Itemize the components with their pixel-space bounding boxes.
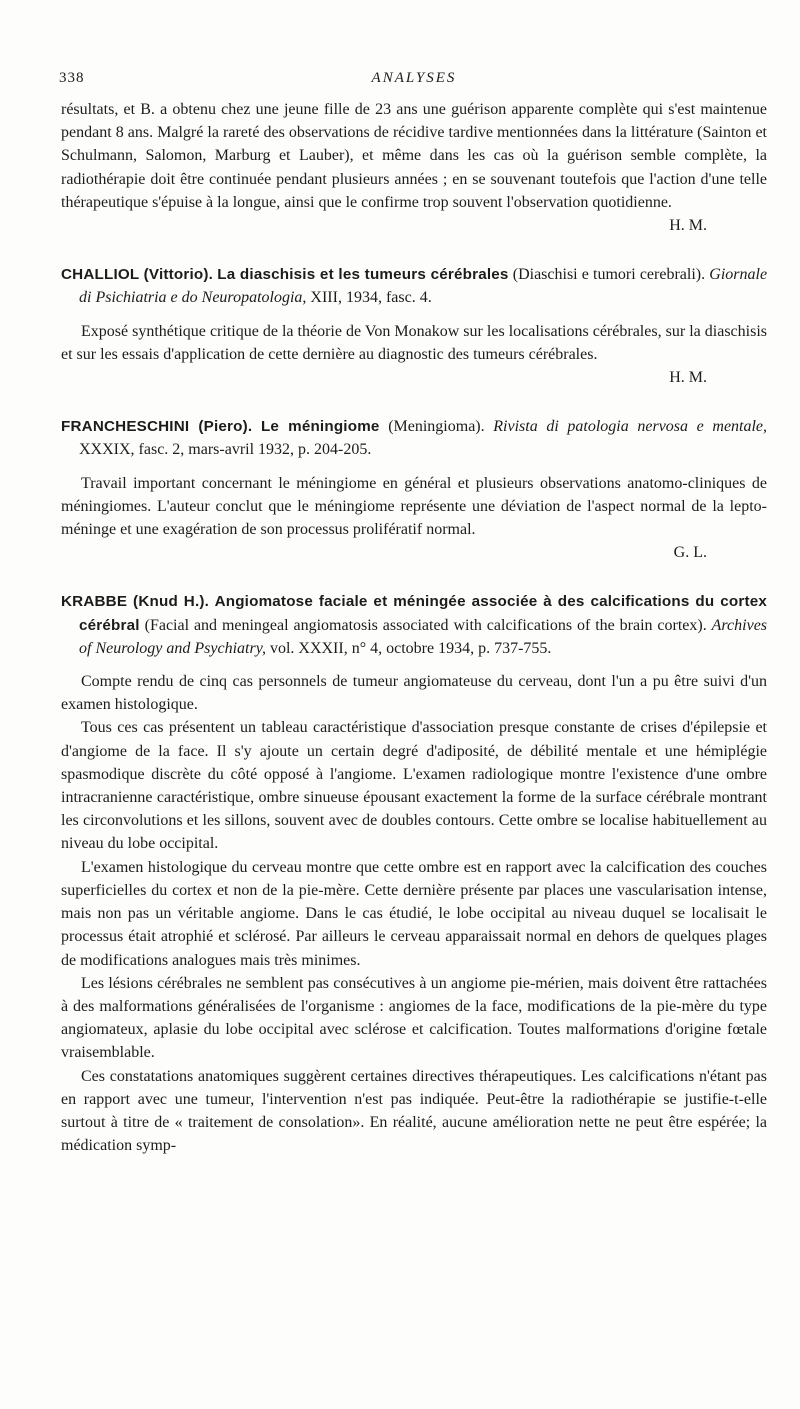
article-title: Angiomatose faciale et méningée associée à des calcifications du cortex cérébral	[79, 593, 768, 634]
intro-block	[61, 98, 767, 237]
original-title: (Facial and meningeal angiomatosis associated with calcifications of the brain cortex).	[144, 616, 707, 634]
original-title: (Meningioma).	[388, 418, 485, 436]
journal: Rivista di patologia nervosa e mentale,	[493, 418, 768, 436]
summary-paragraph: L'examen histologique du cerveau montre que cette ombre est en rapport avec la calcification des couches superficielles du cortex et non de la pie-mère. Cette dernière présente par places une vascularisation intense, mais non pas un véritable angiome. Dans le cas étudié, le lobe occipital au niveau duquel se localisait le processus était atrophié et sclérosé. Par ailleurs le cerveau apparaissait normal en dehors de quelques plages de modifications analogues mais très minimes.	[61, 858, 767, 969]
running-head	[61, 70, 767, 92]
citation: XXXIX, fasc. 2, mars-avril 1932, p. 204-205.	[79, 441, 372, 459]
summary-paragraph: Exposé synthétique critique de la théorie de Von Monakow sur les localisations cérébrales, sur la diaschisis et sur les essais d'application de cette dernière au diagnostic des tumeurs cérébrales.	[61, 322, 767, 363]
author: KRABBE (Knud H.).	[61, 593, 210, 611]
summary-paragraph: Compte rendu de cinq cas personnels de tumeur angiomateuse du cerveau, dont l'un a pu être suivi d'un examen histologique.	[61, 673, 767, 714]
intro-paragraph: résultats, et B. a obtenu chez une jeune fille de 23 ans une guérison apparente complète qui s'est maintenue pendant 8 ans. Malgré la rareté des observations de récidive tardive mentionnées dans la littérature (Sainton et Schulmann, Salomon, Marburg et Lauber), et même dans les cas où la guérison semble complète, la radiothérapie doit être continuée pendant plusieurs années ; en se souvenant toutefois que l'action d'une telle thérapeutique s'épuise à la longue, ainsi que le confirme trop souvent l'observation quotidienne.	[61, 101, 767, 211]
review-entry-krabbe	[61, 590, 767, 1157]
page-number: 338	[59, 70, 85, 86]
review-entry-challiol	[61, 263, 767, 389]
intro-signature: H. M.	[669, 217, 707, 235]
reference	[61, 590, 767, 660]
summary-paragraph: Tous ces cas présentent un tableau caractéristique d'association presque constante de crises d'épilepsie et d'angiome de la face. Il s'y ajoute un certain degré d'adiposité, de débilité mentale et une hémiplégie spasmodique discrète du côté opposé à l'angiome. L'examen radiologique montre l'existence d'une ombre intracranienne caractéristique, ombre sinueuse épousant exactement la forme de la surface cérébrale montrant les circonvolutions et les sillons, souvent avec de doubles contours. Cette ombre se localise habituellement au niveau du lobe occipital.	[61, 719, 767, 853]
author: CHALLIOL (Vittorio).	[61, 266, 214, 284]
article-title: La diaschisis et les tumeurs cérébrales	[217, 266, 509, 284]
reference	[61, 263, 767, 309]
citation: vol. XXXII, n° 4, octobre 1934, p. 737-755.	[269, 639, 552, 657]
summary-paragraph: Ces constatations anatomiques suggèrent certaines directives thérapeutiques. Les calcifications n'étant pas en rapport avec une tumeur, l'intervention n'est pas indiquée. Peut-être la radiothérapie se justifie-t-elle surtout à titre de « traitement de consolation». En réalité, aucune amélioration nette ne peut être espérée; la médication symp-	[61, 1067, 767, 1155]
page	[61, 70, 767, 1157]
review-entry-francheschini	[61, 415, 767, 564]
article-title: Le méningiome	[260, 418, 380, 436]
summary-paragraph: Les lésions cérébrales ne semblent pas consécutives à un angiome pie-mérien, mais doivent être rattachées à des malformations généralisées de l'organisme : angiomes de la face, modifications de la pie-mère du type angiomateux, aplasie du lobe occipital avec sclérose et calcification. Toutes malformations d'origine fœtale vraisemblable.	[61, 974, 767, 1062]
author: FRANCHESCHINI (Piero).	[61, 418, 253, 436]
signature: H. M.	[669, 369, 707, 387]
signature: G. L.	[673, 544, 707, 562]
original-title: (Diaschisi e tumori cerebrali).	[512, 266, 706, 284]
citation: XIII, 1934, fasc. 4.	[310, 289, 432, 307]
section-title: ANALYSES	[371, 70, 457, 86]
journal: Archives of Neurology and Psychiatry,	[79, 616, 768, 657]
reference	[61, 415, 767, 461]
summary-paragraph: Travail important concernant le méningiome en général et plusieurs observations anatomo-cliniques de méningiomes. L'auteur conclut que le méningiome représente une déviation de l'aspect normal de la lepto-méninge et une exagération de son processus prolifératif normal.	[61, 474, 767, 539]
journal: Giornale di Psichiatria e do Neuropatologia,	[79, 266, 768, 307]
